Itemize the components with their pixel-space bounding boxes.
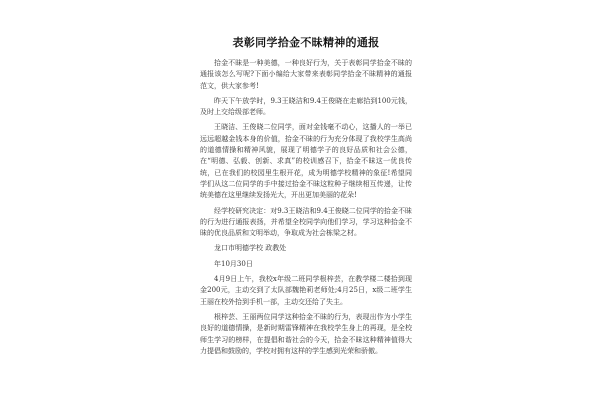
paragraph-second-event: 4月9日上午，我校x年级二班同学根梓芸，在教学楼二楼拾到现金200元，主动交到了太队部魏艳莉老师处;4月25日，x级二班学生王丽在校外拾到手机一部，主动交还给了失主。 (200, 275, 412, 306)
document-title: 表彰同学拾金不昧精神的通报 (232, 36, 380, 49)
paragraph-second-praise: 根梓芸、王丽两位同学这种拾金不昧的行为，表现出作为小学生良好的道德情操，是新时期雷锋精神在我校学生身上的再现，是全校师生学习的榜样，在提倡和谐社会的今天，拾金不昧这种精神值得大力提倡和鼓励的，学校对拥有这样的学生感到光荣和骄傲。 (200, 312, 412, 355)
date: 年10月30日 (214, 259, 253, 268)
paragraph-praise: 王晓洁、王俊晓二位同学，面对金钱毫不动心，这播人的一举已远远超越金钱本身的价值，拾金不昧的行为充分体现了我校学生高尚的道德情操和精神风貌，展现了明德学子的良好品质和社会公德，在“明德、弘毅、创新、求真”的校训感召下，拾金不昧这一优良传统，已在我们的校园里生根开花，成为明德学校精神的象征!希望同学们从这二位同学的手中接过拾金不昧这粒种子继续相互传递，让传统美德在这里继续发扬光大，开出更加美丽的花朵! (200, 123, 412, 200)
paragraph-decision: 经学校研究决定：对9.3王晓洁和9.4王俊晓二位同学的拾金不昧的行为进行通报表扬，并希望全校同学向他们学习，学习这种拾金不昧的优良品质和文明举动，争取成为社会栋梁之材。 (200, 206, 412, 238)
paragraph-event: 昨天下午放学时，9.3王晓洁和9.4王俊晓在走廊拾到100元钱，及时上交给级部老师。 (200, 96, 412, 117)
document-body (200, 36, 412, 361)
paragraph-intro: 拾金不昧是一种美德，一种良好行为，关于表彰同学拾金不昧的通报该怎么写呢?下面小编给大家带来表彰同学拾金不昧精神的通报范文，供大家参考! (200, 59, 412, 90)
signature: 龙口市明德学校 政教处 (214, 244, 287, 253)
